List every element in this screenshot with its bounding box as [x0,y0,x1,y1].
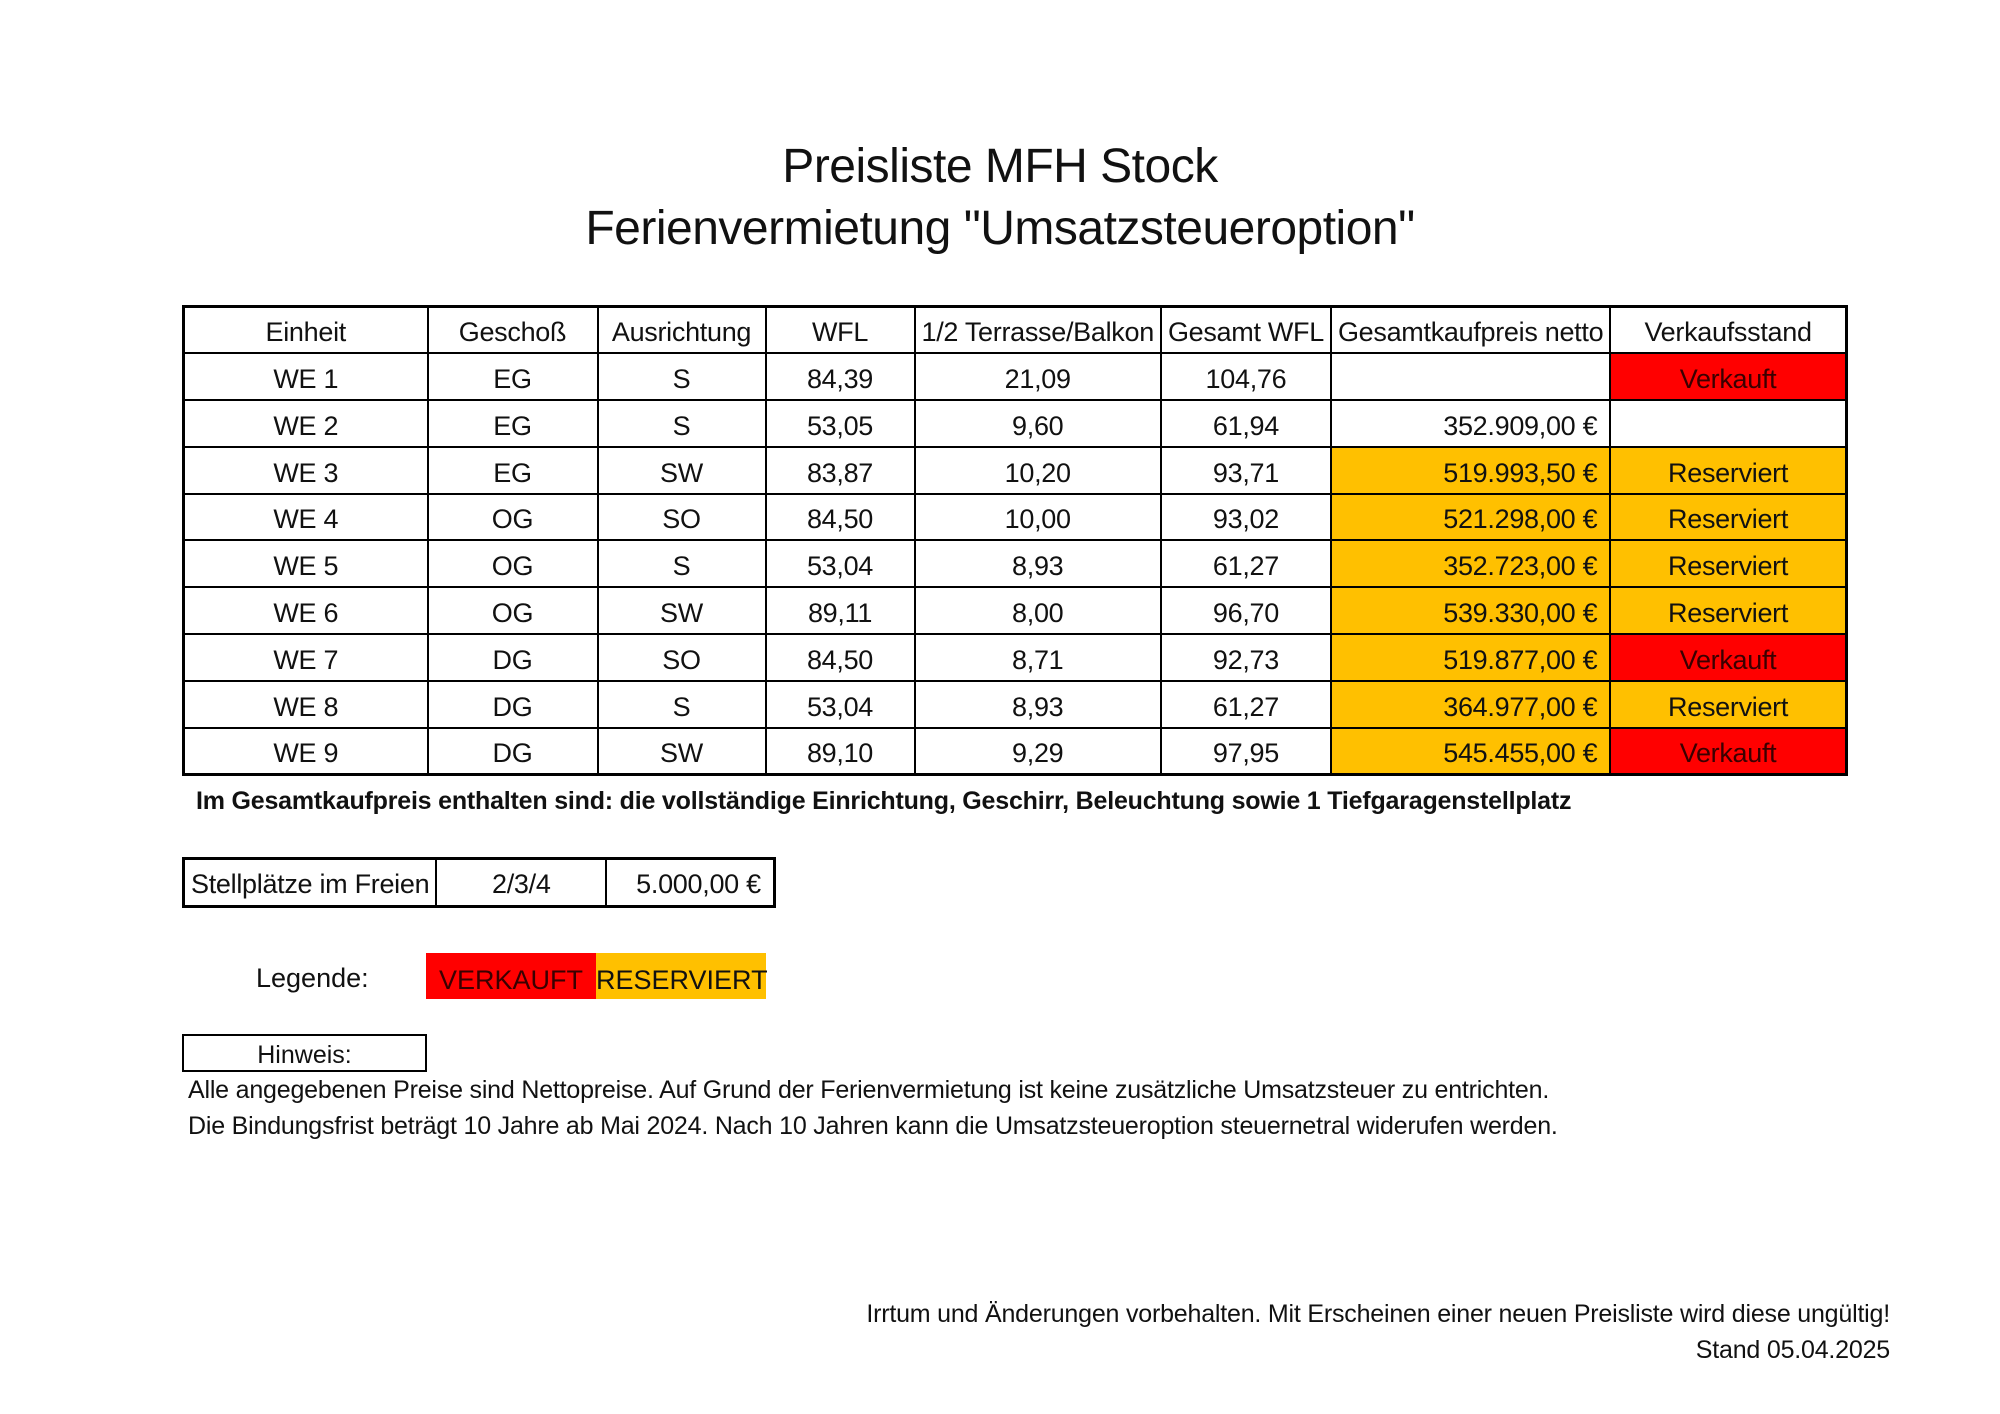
cell-status: Reserviert [1610,681,1846,728]
legend-label: Legende: [256,963,369,993]
cell-status: Reserviert [1610,587,1846,634]
header-ausrichtung: Ausrichtung [598,307,766,354]
table-row [184,494,1847,541]
cell-price: 352.909,00 € [1331,400,1610,447]
cell-total-wfl: 92,73 [1161,634,1331,681]
table-row [184,634,1847,681]
cell-total-wfl: 93,02 [1161,494,1331,541]
header-wfl: WFL [766,307,915,354]
cell-status [1610,400,1846,447]
cell-status: Verkauft [1610,728,1846,775]
cell-floor: OG [428,540,598,587]
header-terrasse: 1/2 Terrasse/Balkon [915,307,1161,354]
hinweis-line-1: Alle angegebenen Preise sind Nettopreise. Auf Grund der Ferienvermietung ist keine zusätzliche Umsatzsteuer zu entrichten. [188,1076,1550,1104]
parking-price: 5.000,00 € [606,859,774,907]
cell-floor: EG [428,353,598,400]
cell-orientation: S [598,353,766,400]
header-einheit: Einheit [184,307,428,354]
cell-wfl: 53,04 [766,681,915,728]
cell-terrace: 8,93 [915,681,1161,728]
cell-unit: WE 8 [184,681,428,728]
cell-floor: OG [428,494,598,541]
cell-terrace: 8,93 [915,540,1161,587]
page-subtitle: Ferienvermietung "Umsatzsteueroption" [585,202,1415,255]
cell-total-wfl: 93,71 [1161,447,1331,494]
cell-status: Reserviert [1610,540,1846,587]
cell-wfl: 89,11 [766,587,915,634]
cell-orientation: SW [598,728,766,775]
cell-terrace: 8,71 [915,634,1161,681]
cell-orientation: SW [598,447,766,494]
included-note: Im Gesamtkaufpreis enthalten sind: die vollständige Einrichtung, Geschirr, Beleuchtung sowie 1 Tiefgaragenstellplatz [196,787,1572,815]
cell-status: Reserviert [1610,494,1846,541]
cell-total-wfl: 61,27 [1161,540,1331,587]
cell-wfl: 53,05 [766,400,915,447]
cell-unit: WE 1 [184,353,428,400]
table-row [184,447,1847,494]
cell-total-wfl: 104,76 [1161,353,1331,400]
header-geschoss: Geschoß [428,307,598,354]
cell-terrace: 21,09 [915,353,1161,400]
cell-price: 519.993,50 € [1331,447,1610,494]
cell-unit: WE 3 [184,447,428,494]
cell-orientation: SO [598,634,766,681]
cell-price: 519.877,00 € [1331,634,1610,681]
cell-terrace: 10,00 [915,494,1161,541]
table-header-row [184,307,1847,354]
cell-price: 364.977,00 € [1331,681,1610,728]
hinweis-label: Hinweis: [182,1034,427,1072]
cell-price: 539.330,00 € [1331,587,1610,634]
cell-terrace: 8,00 [915,587,1161,634]
footer-date: Stand 05.04.2025 [1695,1336,1890,1364]
cell-wfl: 84,50 [766,634,915,681]
cell-orientation: S [598,681,766,728]
cell-total-wfl: 97,95 [1161,728,1331,775]
cell-orientation: SW [598,587,766,634]
cell-price: 521.298,00 € [1331,494,1610,541]
cell-price: 545.455,00 € [1331,728,1610,775]
cell-status: Verkauft [1610,353,1846,400]
cell-status: Reserviert [1610,447,1846,494]
cell-terrace: 9,29 [915,728,1161,775]
cell-unit: WE 9 [184,728,428,775]
cell-wfl: 53,04 [766,540,915,587]
legend-sold: VERKAUFT [426,953,596,999]
cell-floor: EG [428,400,598,447]
cell-unit: WE 4 [184,494,428,541]
legend-reserved: RESERVIERT [596,953,766,999]
cell-floor: DG [428,634,598,681]
cell-total-wfl: 96,70 [1161,587,1331,634]
footer-disclaimer: Irrtum und Änderungen vorbehalten. Mit Erscheinen einer neuen Preisliste wird diese ungültig! [866,1300,1890,1328]
header-verkaufsstand: Verkaufsstand [1610,307,1846,354]
table-row [184,681,1847,728]
cell-wfl: 84,39 [766,353,915,400]
cell-total-wfl: 61,27 [1161,681,1331,728]
price-table [182,305,1848,776]
table-row [184,587,1847,634]
cell-unit: WE 2 [184,400,428,447]
table-row [184,353,1847,400]
cell-price [1331,353,1610,400]
cell-unit: WE 5 [184,540,428,587]
cell-wfl: 83,87 [766,447,915,494]
cell-terrace: 10,20 [915,447,1161,494]
cell-wfl: 84,50 [766,494,915,541]
cell-total-wfl: 61,94 [1161,400,1331,447]
cell-status: Verkauft [1610,634,1846,681]
table-row [184,400,1847,447]
parking-numbers: 2/3/4 [436,859,606,907]
parking-row [184,859,775,907]
table-row [184,728,1847,775]
cell-floor: DG [428,681,598,728]
cell-unit: WE 6 [184,587,428,634]
cell-wfl: 89,10 [766,728,915,775]
cell-terrace: 9,60 [915,400,1161,447]
table-row [184,540,1847,587]
cell-floor: EG [428,447,598,494]
cell-orientation: S [598,540,766,587]
hinweis-line-2: Die Bindungsfrist beträgt 10 Jahre ab Mai 2024. Nach 10 Jahren kann die Umsatzsteueroption steuernetral widerufen werden. [188,1112,1558,1140]
cell-floor: OG [428,587,598,634]
cell-floor: DG [428,728,598,775]
header-kaufpreis: Gesamtkaufpreis netto [1331,307,1610,354]
page-title: Preisliste MFH Stock [782,140,1218,193]
cell-unit: WE 7 [184,634,428,681]
cell-orientation: SO [598,494,766,541]
parking-label: Stellplätze im Freien [184,859,437,907]
cell-price: 352.723,00 € [1331,540,1610,587]
parking-table [182,857,776,908]
header-gesamt-wfl: Gesamt WFL [1161,307,1331,354]
cell-orientation: S [598,400,766,447]
